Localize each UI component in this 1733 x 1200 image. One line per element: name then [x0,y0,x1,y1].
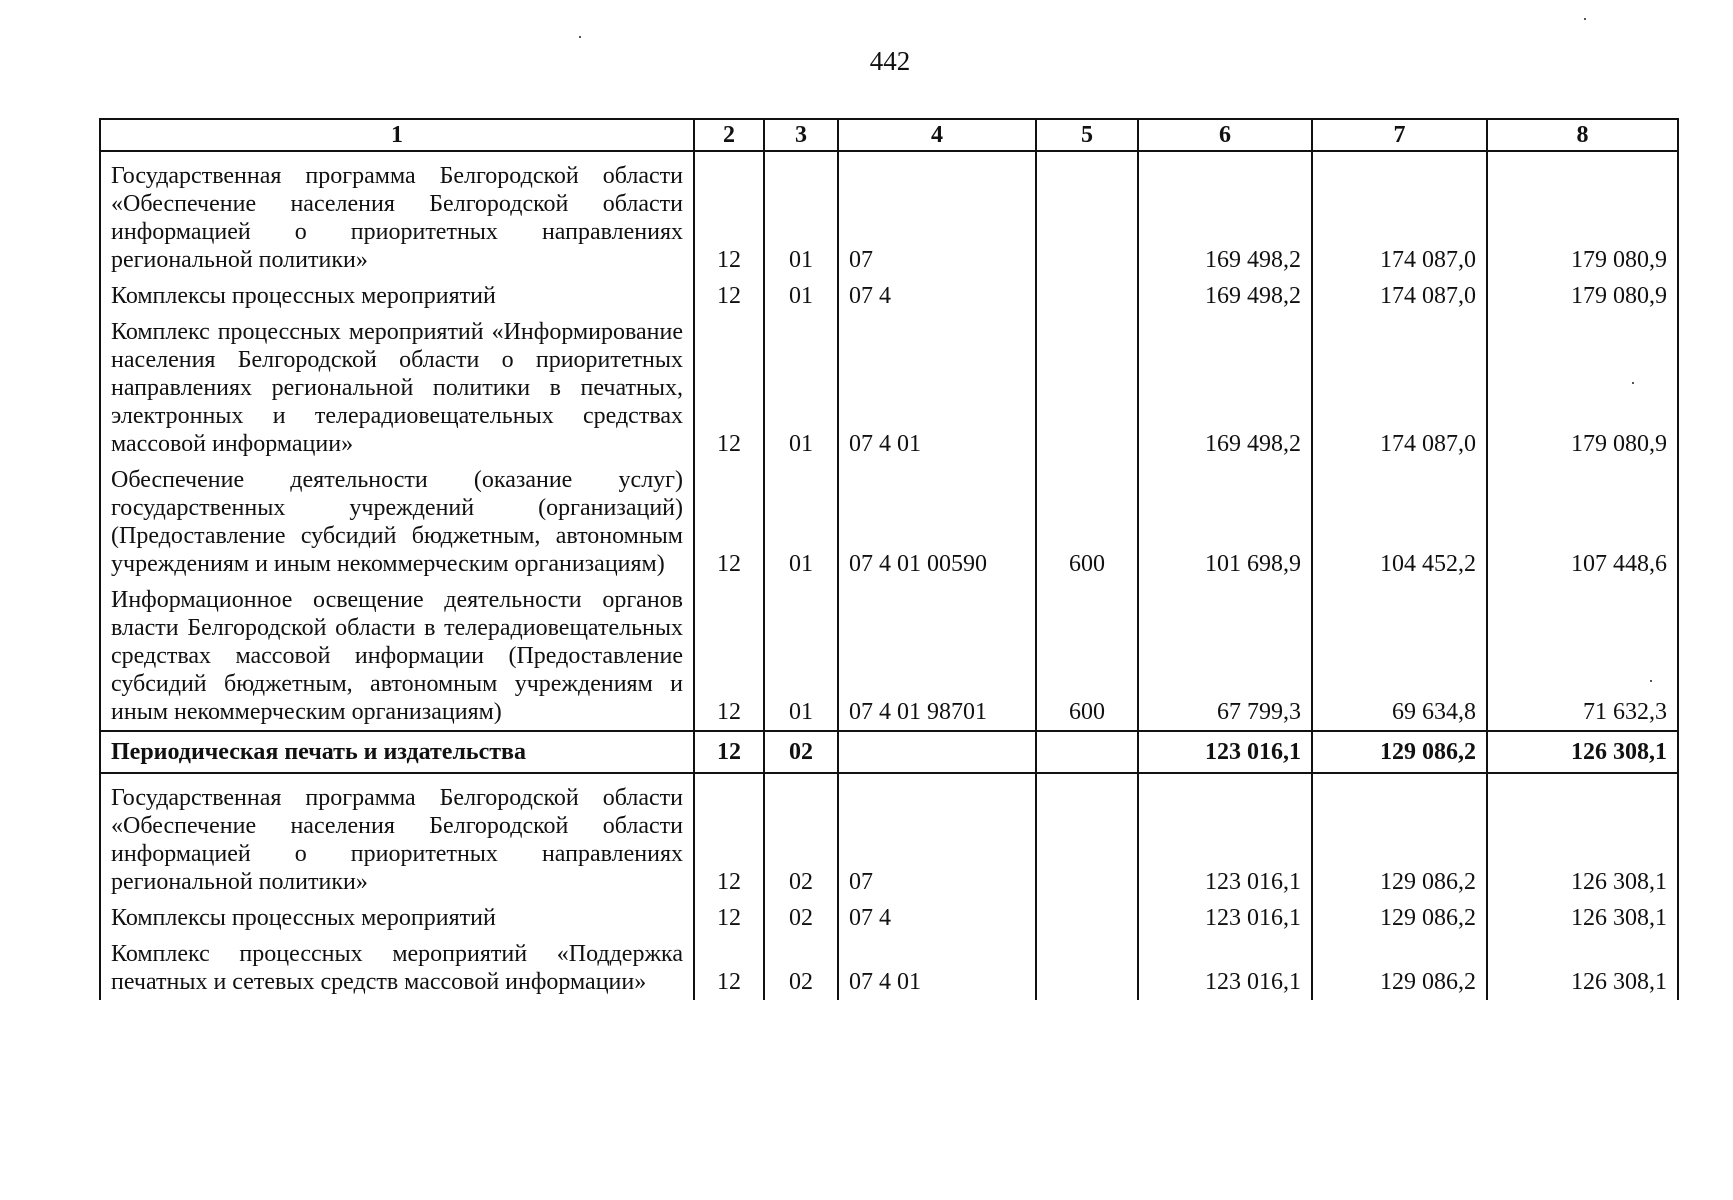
row-name: Комплексы процессных мероприятий [100,278,694,314]
row-name: Государственная программа Белгородской области «Обеспечение населения Белгородской области информацией о приоритетных направлениях региональной политики» [100,773,694,900]
section-code: 12 [694,582,764,731]
amount-col6: 169 498,2 [1138,151,1312,278]
target-article-code: 07 [838,773,1036,900]
table-row [100,900,1678,936]
row-name: Комплекс процессных мероприятий «Поддержка печатных и сетевых средств массовой информации» [100,936,694,1000]
table-row [100,278,1678,314]
row-name: Периодическая печать и издательства [100,731,694,773]
amount-col6: 123 016,1 [1138,900,1312,936]
amount-col7: 104 452,2 [1312,462,1487,582]
amount-col7: 129 086,2 [1312,900,1487,936]
subsection-code: 02 [764,773,838,900]
amount-col8: 179 080,9 [1487,151,1678,278]
expense-type-code [1036,314,1138,462]
amount-col8: 126 308,1 [1487,773,1678,900]
row-name: Обеспечение деятельности (оказание услуг) государственных учреждений (организаций) (Предоставление субсидий бюджетным, автономным учреждениям и иным некоммерческим организациям) [100,462,694,582]
subsection-code: 01 [764,314,838,462]
table-row [100,151,1678,278]
expense-type-code [1036,278,1138,314]
subsection-code: 01 [764,278,838,314]
row-name: Государственная программа Белгородской области «Обеспечение населения Белгородской области информацией о приоритетных направлениях региональной политики» [100,151,694,278]
amount-col7: 129 086,2 [1312,773,1487,900]
amount-col6: 123 016,1 [1138,731,1312,773]
scan-speck [1632,382,1634,384]
column-header-8: 8 [1487,119,1678,151]
amount-col6: 123 016,1 [1138,936,1312,1000]
amount-col7: 129 086,2 [1312,936,1487,1000]
amount-col8: 126 308,1 [1487,936,1678,1000]
amount-col6: 67 799,3 [1138,582,1312,731]
amount-col8: 179 080,9 [1487,278,1678,314]
section-code: 12 [694,278,764,314]
section-code: 12 [694,151,764,278]
expense-type-code: 600 [1036,582,1138,731]
scan-speck [579,36,581,38]
section-code: 12 [694,936,764,1000]
amount-col7: 69 634,8 [1312,582,1487,731]
budget-table [99,118,1679,1000]
row-name: Комплекс процессных мероприятий «Информирование населения Белгородской области о приоритетных направлениях региональной политики в печатных, электронных и телерадиовещательных средствах массовой информации» [100,314,694,462]
amount-col8: 107 448,6 [1487,462,1678,582]
column-header-1: 1 [100,119,694,151]
table-row [100,582,1678,731]
page-number: 442 [869,46,911,76]
table-row-subtotal [100,731,1678,773]
target-article-code: 07 4 01 00590 [838,462,1036,582]
amount-col7: 174 087,0 [1312,151,1487,278]
subsection-code: 01 [764,462,838,582]
table-row [100,936,1678,1000]
column-header-2: 2 [694,119,764,151]
expense-type-code [1036,900,1138,936]
amount-col6: 101 698,9 [1138,462,1312,582]
column-header-3: 3 [764,119,838,151]
target-article-code: 07 4 [838,278,1036,314]
target-article-code: 07 [838,151,1036,278]
amount-col6: 169 498,2 [1138,314,1312,462]
expense-type-code [1036,773,1138,900]
target-article-code: 07 4 [838,900,1036,936]
amount-col6: 123 016,1 [1138,773,1312,900]
target-article-code: 07 4 01 [838,936,1036,1000]
target-article-code: 07 4 01 [838,314,1036,462]
table-row [100,773,1678,900]
section-code: 12 [694,731,764,773]
scan-speck [1650,680,1652,682]
target-article-code: 07 4 01 98701 [838,582,1036,731]
amount-col8: 71 632,3 [1487,582,1678,731]
expense-type-code: 600 [1036,462,1138,582]
row-name: Комплексы процессных мероприятий [100,900,694,936]
amount-col7: 174 087,0 [1312,278,1487,314]
header-row [100,119,1678,151]
column-header-6: 6 [1138,119,1312,151]
expense-type-code [1036,936,1138,1000]
expense-type-code [1036,151,1138,278]
target-article-code [838,731,1036,773]
table-row [100,314,1678,462]
subsection-code: 02 [764,900,838,936]
scan-speck [1584,18,1586,20]
amount-col6: 169 498,2 [1138,278,1312,314]
amount-col8: 126 308,1 [1487,731,1678,773]
amount-col8: 179 080,9 [1487,314,1678,462]
section-code: 12 [694,314,764,462]
row-name: Информационное освещение деятельности органов власти Белгородской области в телерадиовещательных средствах массовой информации (Предоставление субсидий бюджетным, автономным учреждениям и иным некоммерческим организациям) [100,582,694,731]
section-code: 12 [694,773,764,900]
section-code: 12 [694,462,764,582]
section-code: 12 [694,900,764,936]
amount-col8: 126 308,1 [1487,900,1678,936]
table-row [100,462,1678,582]
subsection-code: 01 [764,151,838,278]
amount-col7: 174 087,0 [1312,314,1487,462]
column-header-4: 4 [838,119,1036,151]
expense-type-code [1036,731,1138,773]
subsection-code: 02 [764,731,838,773]
subsection-code: 02 [764,936,838,1000]
amount-col7: 129 086,2 [1312,731,1487,773]
column-header-5: 5 [1036,119,1138,151]
subsection-code: 01 [764,582,838,731]
column-header-7: 7 [1312,119,1487,151]
